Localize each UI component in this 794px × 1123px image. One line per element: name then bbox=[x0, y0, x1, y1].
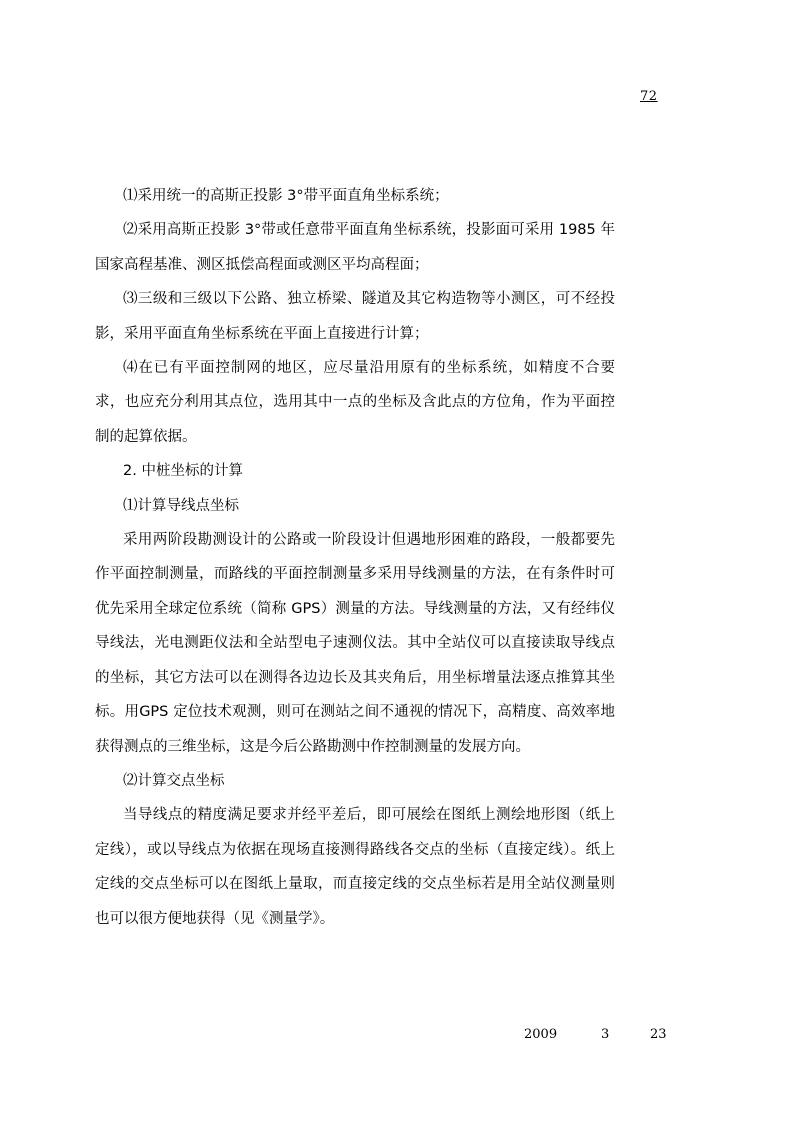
section-heading: 2. 中桩坐标的计算 bbox=[123, 463, 243, 480]
footer-month: 3 bbox=[601, 1027, 610, 1042]
footer-day: 23 bbox=[650, 1027, 667, 1042]
paragraph-traverse: 采用两阶段勘测设计的公路或一阶段设计但遇地形困难的路段，一般都要先作平面控制测量，而路线的平面控制测量多采用导线测量的方法，在有条件时可优先采用全球定位系统（简称 GPS）测量的方法。导线测量的方法，又有经纬仪导线法，光电测距仪法和全站型电子速测仪法。其中全站仪可以直接读取导线点的坐标，其它方法可以在测得各边边长及其夹角后，用坐标增量法逐点推算其坐标。用GPS 定位技术观测，则可在测站之间不通视的情况下，高精度、高效率地获得测点的三维坐标，这是今后公路勘测中作控制测量的发展方向。 bbox=[95, 532, 615, 755]
subsection-heading-intersection: ⑵计算交点坐标 bbox=[123, 772, 225, 789]
footer-year: 2009 bbox=[524, 1027, 558, 1042]
document-body bbox=[95, 179, 615, 936]
paragraph-coord-system-3: ⑶三级和三级以下公路、独立桥梁、隧道及其它构造物等小测区，可不经投影，采用平面直角坐标系统在平面上直接进行计算； bbox=[95, 291, 615, 342]
paragraph-coord-system-4: ⑷在已有平面控制网的地区，应尽量沿用原有的坐标系统，如精度不合要求，也应充分利用其点位，选用其中一点的坐标及含此点的方位角，作为平面控制的起算依据。 bbox=[95, 360, 615, 445]
subsection-heading-traverse: ⑴计算导线点坐标 bbox=[123, 497, 239, 514]
paragraph-coord-system-1: ⑴采用统一的高斯正投影 3°带平面直角坐标系统； bbox=[123, 188, 449, 204]
paragraph-intersection: 当导线点的精度满足要求并经平差后，即可展绘在图纸上测绘地形图（纸上定线），或以导线点为依据在现场直接测得路线各交点的坐标（直接定线）。纸上定线的交点坐标可以在图纸上量取，而直接定线的交点坐标若是用全站仪测量则也可以很方便地获得（见《测量学》。 bbox=[95, 807, 615, 927]
paragraph-coord-system-2: ⑵采用高斯正投影 3°带或任意带平面直角坐标系统，投影面可采用 1985 年国家高程基准、测区抵偿高程面或测区平均高程面； bbox=[95, 222, 615, 273]
page-number: 72 bbox=[640, 89, 658, 104]
